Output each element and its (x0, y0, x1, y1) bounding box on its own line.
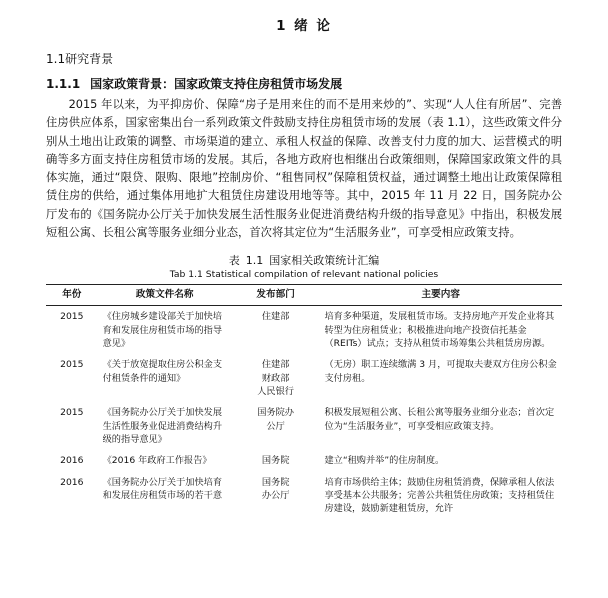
table-row (46, 402, 562, 450)
table-header-row (46, 285, 562, 306)
table-row (46, 450, 562, 471)
cell-year: 2016 (60, 476, 84, 488)
table-caption-number: 1.1 (245, 254, 264, 268)
table-row (46, 472, 562, 520)
cell-department (232, 450, 320, 471)
cell-department (232, 472, 320, 520)
body-paragraph-1: 2015 年以来，为平抑房价、保障“房子是用来住的而不是用来炒的”、实现“人人住有所居”、完善住房供应体系，国家密集出台一系列政策文件鼓励支持住房租赁市场的发展（表 1.1），这些政策文件分别从土地出让政策的调整、市场渠道的建立、承租人权益的保障、改善支付力度的加大、运营模式的明确等多方面支持住房租赁市场的发展。其后，各地方政府也相继出台政策细则，保障国家政策文件的具体实施，通过“限贷、限购、限地”控制房价、“租售同权”保障租赁权益，通过调整土地出让政策保障租赁住房的供给，通过集体用地扩大租赁住房建设用地等等。其中，2015 年 11 月 22 日，国务院办公厅发布的《国务院办公厅关于加快发展生活性服务业促进消费结构升级的指导意见》中指出，积极发展短租公寓、长租公寓等服务业细分业态，首次将其定位为“生活服务业”，可享受相应政策支持。 (46, 98, 562, 240)
department-line: 国务院办 (257, 407, 294, 419)
cell-department (232, 306, 320, 355)
cell-policy-name: 《国务院办公厅关于加快培育和发展住房租赁市场的若干意 (102, 476, 223, 502)
cell-policy-name: 《2016 年政府工作报告》 (102, 455, 212, 467)
section-heading: 1.1研究背景 (46, 52, 114, 66)
cell-content: 积极发展短租公寓、长租公寓等服务业细分业态；首次定位为“生活服务业”，可享受相应政策支持。 (324, 407, 555, 432)
cell-year: 2016 (60, 455, 84, 467)
header-year: 年份 (46, 285, 98, 306)
chapter-title: 1 绪 论 (276, 18, 332, 34)
table-caption-title: 国家相关政策统计汇编 (269, 254, 380, 268)
cell-content: 培育市场供给主体；鼓励住房租赁消费，保障承租人依法享受基本公共服务；完善公共租赁住房政策；支持租赁住房建设，鼓励新建租赁房，允许 (324, 476, 555, 515)
cell-content: 培育多种渠道，发展租赁市场。支持房地产开发企业将其转型为住房租赁业；积极推进向地产投资信托基金（REITs）试点；支持从租赁市场筹集公共租赁房房源。 (324, 311, 555, 349)
cell-year: 2015 (60, 359, 84, 371)
header-policy-name: 政策文件名称 (98, 285, 232, 306)
subsection-number: 1.1.1 (46, 77, 81, 91)
policy-table-head (46, 285, 562, 306)
cell-department (232, 402, 320, 450)
policy-table-body (46, 306, 562, 520)
policy-table (46, 284, 562, 519)
table-row (46, 354, 562, 402)
header-department: 发布部门 (232, 285, 320, 306)
cell-content: 建立“租购并举”的住房制度。 (324, 455, 445, 467)
department-line: 办公厅 (261, 490, 290, 502)
table-row (46, 306, 562, 355)
table-caption-english: Tab 1.1 Statistical compilation of relevant national policies (169, 269, 439, 281)
header-content: 主要内容 (319, 285, 562, 306)
department-line: 财政部 (261, 372, 290, 384)
cell-year: 2015 (60, 407, 84, 419)
cell-year: 2015 (60, 311, 84, 323)
department-line: 国务院 (261, 476, 290, 488)
cell-department (232, 354, 320, 402)
department-line: 公厅 (266, 420, 285, 432)
cell-policy-name: 《关于放宽提取住房公积金支付租赁条件的通知》 (102, 359, 223, 384)
department-line: 住建部 (261, 359, 290, 371)
subsection-title: 国家政策背景：国家政策支持住房租赁市场发展 (90, 77, 343, 91)
subsection-heading (46, 75, 562, 92)
cell-content: （无房）职工连续缴满 3 月，可提取夫妻双方住房公积金支付房租。 (324, 359, 557, 384)
cell-policy-name: 《国务院办公厅关于加快发展生活性服务业促进消费结构升级的指导意见》 (102, 407, 223, 446)
cell-policy-name: 《住房城乡建设部关于加快培育和发展住房租赁市场的指导意见》 (102, 311, 223, 349)
table-caption-prefix: 表 (228, 254, 240, 268)
department-line: 国务院 (261, 455, 290, 467)
department-line: 人民银行 (257, 386, 294, 397)
department-line: 住建部 (261, 311, 290, 323)
table-caption (46, 252, 562, 268)
